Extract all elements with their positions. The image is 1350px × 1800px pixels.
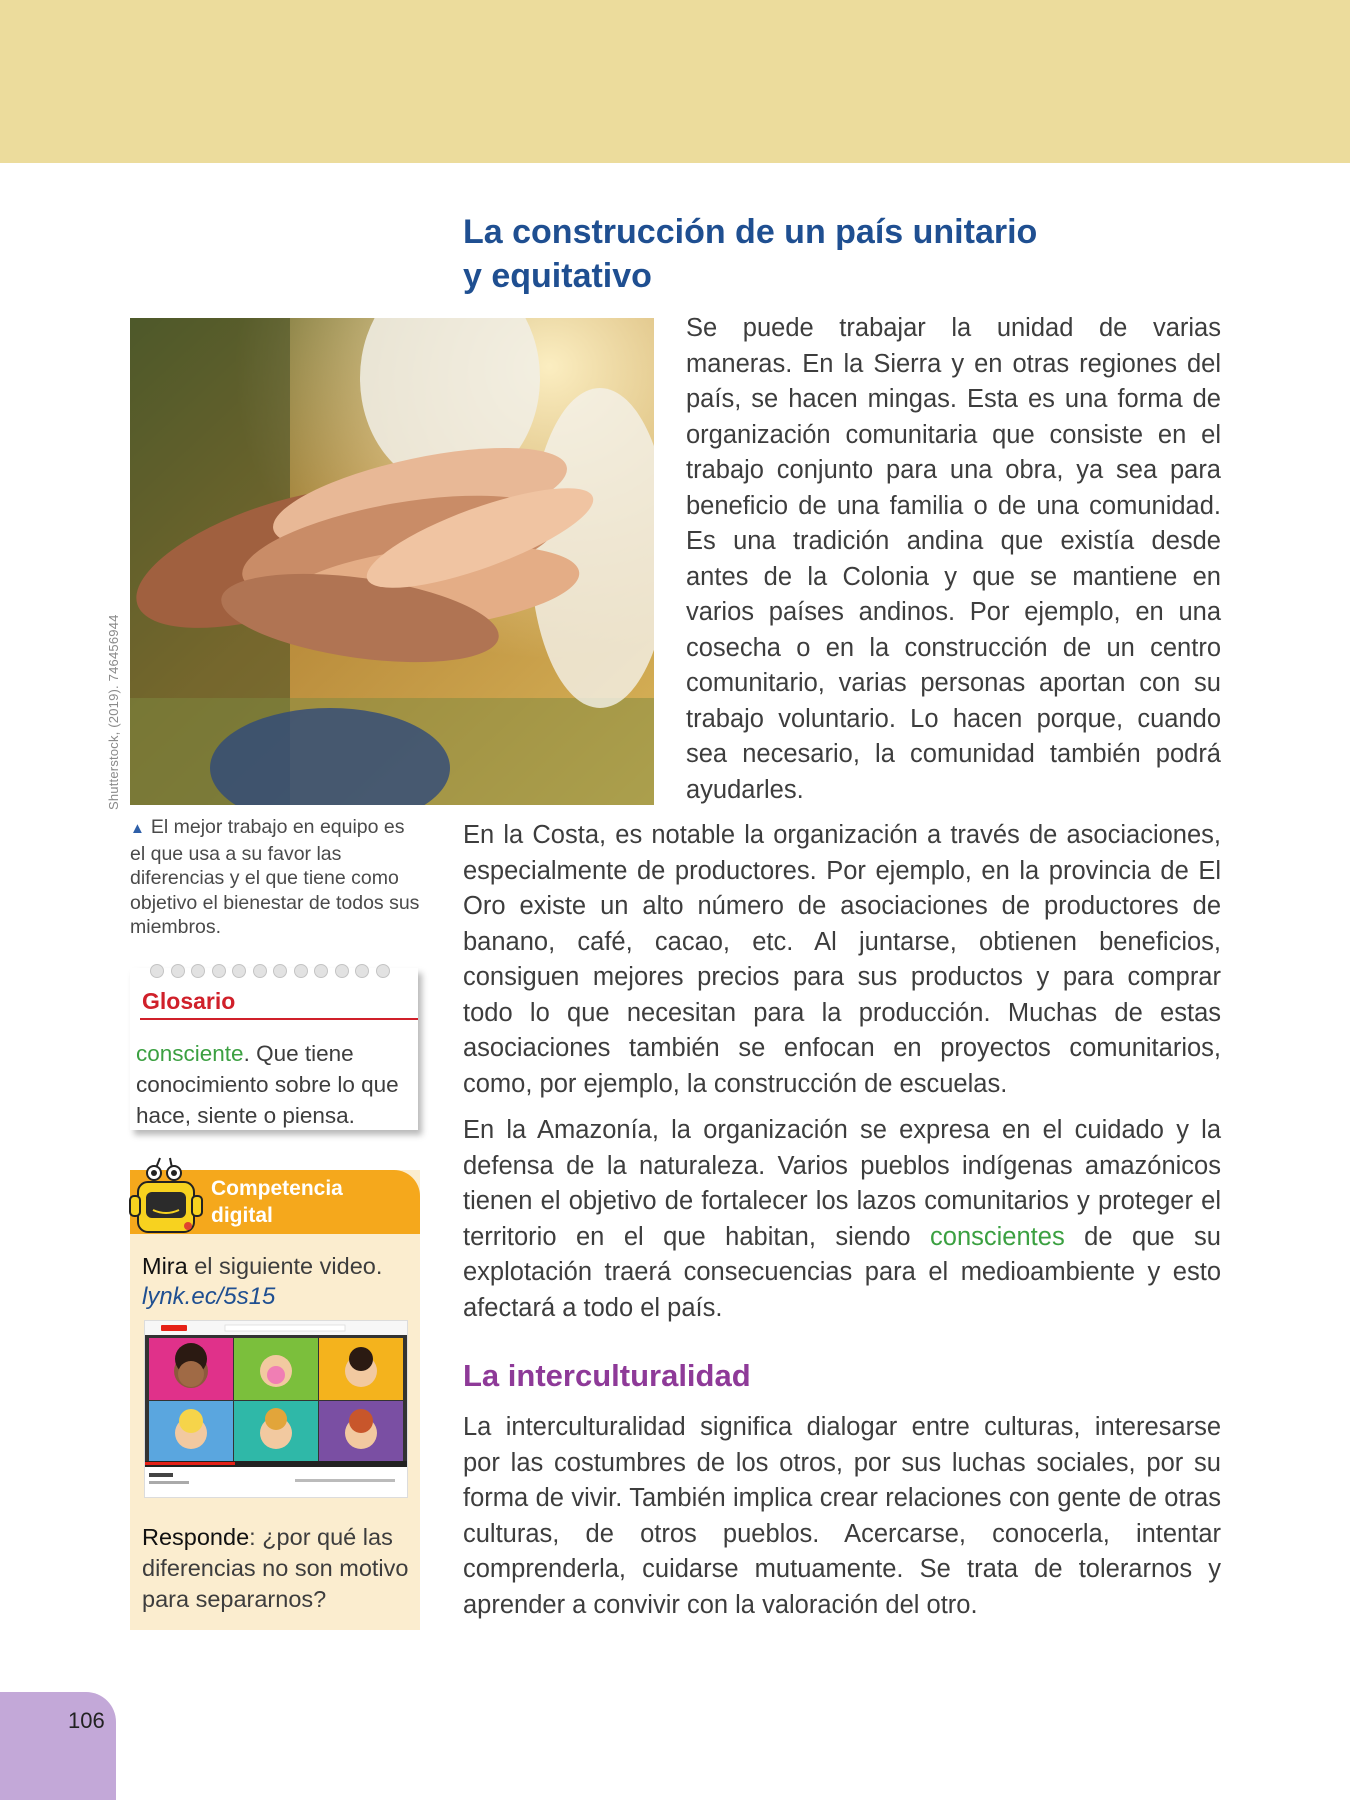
ring-icon: [355, 964, 369, 978]
competencia-title-line-1: Competencia: [211, 1177, 343, 1200]
ring-icon: [314, 964, 328, 978]
mira-label: Mira: [142, 1253, 188, 1279]
responde-text: : ¿por qué las diferencias no son motivo para separarnos?: [142, 1524, 409, 1612]
ring-icon: [376, 964, 390, 978]
section-title-line-1: La construcción de un país unitario: [463, 213, 1038, 251]
ring-icon: [212, 964, 226, 978]
glossary-title: Glosario: [142, 988, 236, 1014]
competencia-title-line-2: digital: [211, 1204, 273, 1227]
subsection-title: La interculturalidad: [463, 1358, 751, 1393]
competencia-digital-header: [130, 1170, 420, 1234]
paragraph-amazonia: [463, 1113, 1221, 1326]
hands-photo-illustration: [130, 318, 654, 805]
video-thumbnail[interactable]: [144, 1320, 408, 1498]
ring-icon: [150, 964, 164, 978]
section-title: [463, 210, 1083, 298]
robot-icon: [126, 1156, 204, 1246]
section-title-line-2: y equitativo: [463, 257, 652, 295]
photo-caption-text: El mejor trabajo en equipo es el que usa a su favor las diferencias y el que tiene como objetivo el bienestar de todos sus miembros.: [130, 816, 420, 938]
glossary-divider: [140, 1018, 418, 1020]
photo-caption: [130, 815, 420, 940]
top-header-band: [0, 0, 1350, 163]
ring-icon: [273, 964, 287, 978]
responde-label: Responde: [142, 1524, 250, 1550]
glossary-definition-text: . Que tiene conocimiento sobre lo que hace, siente o piensa.: [136, 1041, 399, 1128]
ring-icon: [232, 964, 246, 978]
page-number: 106: [68, 1708, 105, 1733]
responde-question: [142, 1522, 414, 1615]
ring-icon: [253, 964, 267, 978]
hands-together-photo: [130, 318, 654, 805]
ring-icon: [294, 964, 308, 978]
mira-instruction: [142, 1250, 382, 1282]
paragraph-amazonia-start: En la Amazonía, la organización se expresa en el cuidado y la defensa de la naturaleza. Varios pueblos indígenas amazónicos tienen el objetivo de fortalecer los lazos comunitarios y proteger el territorio en el que habitan, siendo: [463, 1116, 1221, 1251]
triangle-bullet-icon: ▲: [130, 820, 145, 837]
glossary-definition: [136, 1038, 416, 1131]
paragraph-sierra: Se puede trabajar la unidad de varias maneras. En la Sierra y en otras regiones del país, se hacen mingas. Esta es una forma de organización comunitaria que consiste en el trabajo conjunto para una obra, ya sea para beneficio de una familia o de una comunidad. Es una tradición andina que existía desde antes de la Colonia y que se mantiene en varios países andinos. Por ejemplo, en una cosecha o en la construcción de un centro comunitario, varias personas aportan con su trabajo voluntario. Lo hacen porque, cuando sea necesario, la comunidad también podrá ayudarles.: [686, 314, 1221, 804]
video-player-illustration: [145, 1321, 407, 1497]
competencia-digital-box: [130, 1170, 420, 1630]
ring-icon: [335, 964, 349, 978]
ring-icon: [171, 964, 185, 978]
mira-text: el siguiente video.: [187, 1253, 383, 1279]
glossary-term: consciente: [136, 1041, 244, 1066]
glossary-term-highlight: conscientes: [930, 1222, 1065, 1251]
video-link[interactable]: lynk.ec/5s15: [142, 1283, 276, 1310]
photo-credit: Shutterstock, (2019). 746456944: [106, 614, 121, 810]
competencia-digital-title: [211, 1175, 343, 1229]
glossary-note: [130, 968, 418, 1130]
paragraph-costa: En la Costa, es notable la organización a través de asociaciones, especialmente de productores. Por ejemplo, en la provincia de El Oro existe un alto número de asociaciones de productores de banano, café, cacao, etc. Al juntarse, obtienen beneficios, consiguen mejores precios para sus productos y para comprar todo lo que necesitan para la producción. Muchas de estas asociaciones también se enfocan en proyectos comunitarios, como, por ejemplo, la construcción de escuelas.: [463, 821, 1221, 1098]
ring-icon: [191, 964, 205, 978]
paragraph-interculturalidad: La interculturalidad significa dialogar entre culturas, interesarse por las costumbres de los otros, por sus luchas sociales, por su forma de vivir. También implica crear relaciones con gente de otras culturas, de otros pueblos. Acercarse, conocerla, intentar comprenderla, cuidarse mutuamente. Se trata de tolerarnos y aprender a convivir con la valoración del otro.: [463, 1413, 1221, 1619]
notebook-rings: [150, 964, 390, 978]
paragraph-amazonia-end: de que su explotación traerá consecuencias para el medioambiente y esto afectará a todo el país.: [463, 1222, 1221, 1322]
